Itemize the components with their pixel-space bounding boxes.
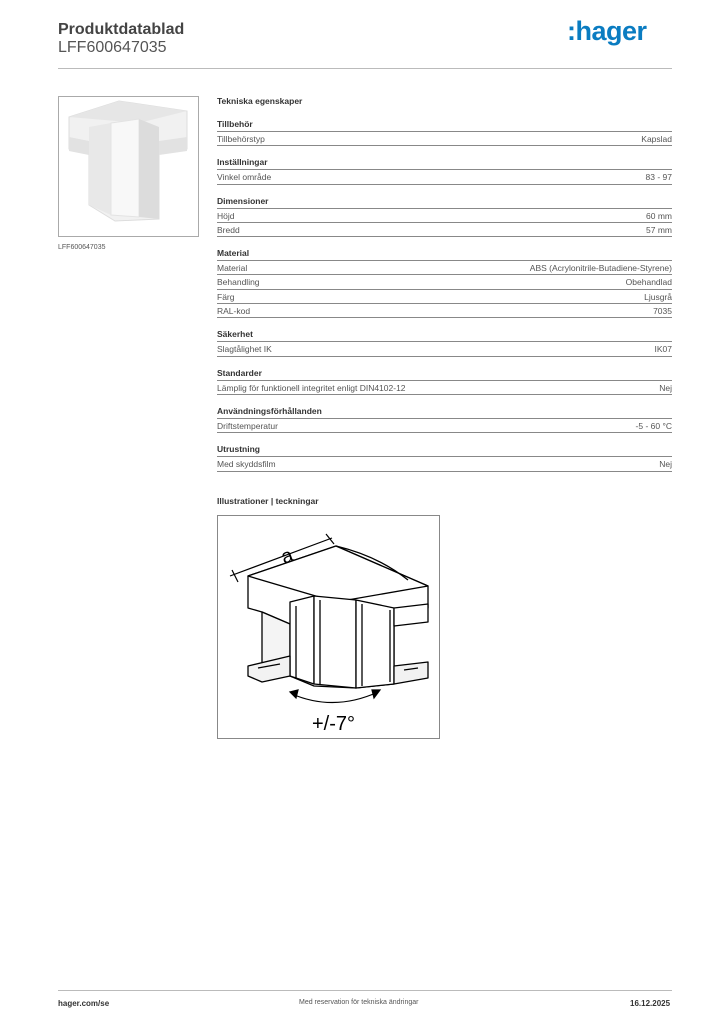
product-thumbnail — [58, 96, 199, 237]
spec-row — [217, 457, 672, 471]
spec-row — [217, 342, 672, 356]
specs-section — [217, 96, 672, 472]
spec-group — [217, 444, 672, 471]
spec-row — [217, 419, 672, 433]
spec-value: Kapslad — [641, 134, 672, 144]
spec-value: 60 mm — [646, 210, 672, 221]
spec-label: Höjd — [217, 210, 235, 221]
spec-row — [217, 170, 672, 184]
footer-divider — [58, 990, 672, 991]
spec-value: 83 - 97 — [645, 172, 672, 183]
spec-group-heading: Tillbehör — [217, 119, 672, 132]
spec-group-heading: Användningsförhållanden — [217, 406, 672, 419]
spec-label: Behandling — [217, 277, 260, 288]
spec-group — [217, 248, 672, 318]
spec-value: -5 - 60 °C — [635, 420, 672, 431]
illustration-frame — [217, 515, 440, 739]
footer-website: hager.com/se — [58, 999, 110, 1008]
spec-group — [217, 329, 672, 356]
thumbnail-caption: LFF600647035 — [58, 244, 106, 251]
hager-logo: :hager — [567, 16, 647, 46]
spec-value: 7035 — [653, 306, 672, 317]
spec-row — [217, 275, 672, 289]
spec-label: Material — [217, 263, 248, 274]
spec-row — [217, 290, 672, 304]
technical-drawing — [218, 516, 439, 738]
specs-title: Tekniska egenskaper — [217, 96, 303, 106]
spec-group-heading: Standarder — [217, 368, 672, 381]
illustrations-title: Illustrationer | teckningar — [217, 496, 319, 506]
spec-group — [217, 196, 672, 238]
spec-value: ABS (Acrylonitrile-Butadiene-Styrene) — [529, 263, 672, 274]
spec-value: Nej — [659, 382, 672, 393]
spec-value: Ljusgrå — [644, 291, 672, 302]
header-divider — [58, 68, 672, 69]
spec-label: Lämplig för funktionell integritet enligt DIN4102-12 — [217, 382, 406, 393]
spec-group — [217, 119, 672, 146]
spec-row — [217, 209, 672, 223]
spec-label: Driftstemperatur — [217, 420, 278, 431]
dimension-label: a — [278, 544, 297, 569]
spec-group-heading: Inställningar — [217, 157, 672, 170]
spec-label: Tillbehörstyp — [217, 134, 265, 144]
spec-row — [217, 261, 672, 275]
spec-label: Slagtålighet IK — [217, 344, 272, 355]
page-title: Produktdatablad — [58, 21, 185, 38]
spec-group — [217, 368, 672, 395]
spec-label: Färg — [217, 291, 235, 302]
product-photo — [59, 97, 198, 236]
spec-group — [217, 157, 672, 184]
angle-label: +/-7° — [312, 713, 356, 735]
spec-groups — [217, 119, 672, 472]
spec-group-heading: Utrustning — [217, 444, 672, 457]
spec-group — [217, 406, 672, 433]
spec-label: Med skyddsfilm — [217, 459, 276, 470]
spec-value: IK07 — [654, 344, 672, 355]
product-code: LFF600647035 — [58, 39, 167, 56]
spec-label: RAL-kod — [217, 306, 251, 317]
footer-date: 16.12.2025 — [630, 999, 671, 1008]
spec-value: 57 mm — [646, 224, 672, 235]
spec-value: Nej — [659, 459, 672, 470]
spec-row — [217, 132, 672, 146]
spec-row — [217, 304, 672, 318]
spec-label: Vinkel område — [217, 172, 272, 183]
spec-group-heading: Material — [217, 248, 672, 261]
spec-row — [217, 223, 672, 237]
spec-value: Obehandlad — [625, 277, 672, 288]
spec-group-heading: Säkerhet — [217, 329, 672, 342]
spec-row — [217, 381, 672, 395]
spec-group-heading: Dimensioner — [217, 196, 672, 209]
footer-disclaimer: Med reservation för tekniska ändringar — [299, 999, 419, 1006]
spec-label: Bredd — [217, 224, 240, 235]
